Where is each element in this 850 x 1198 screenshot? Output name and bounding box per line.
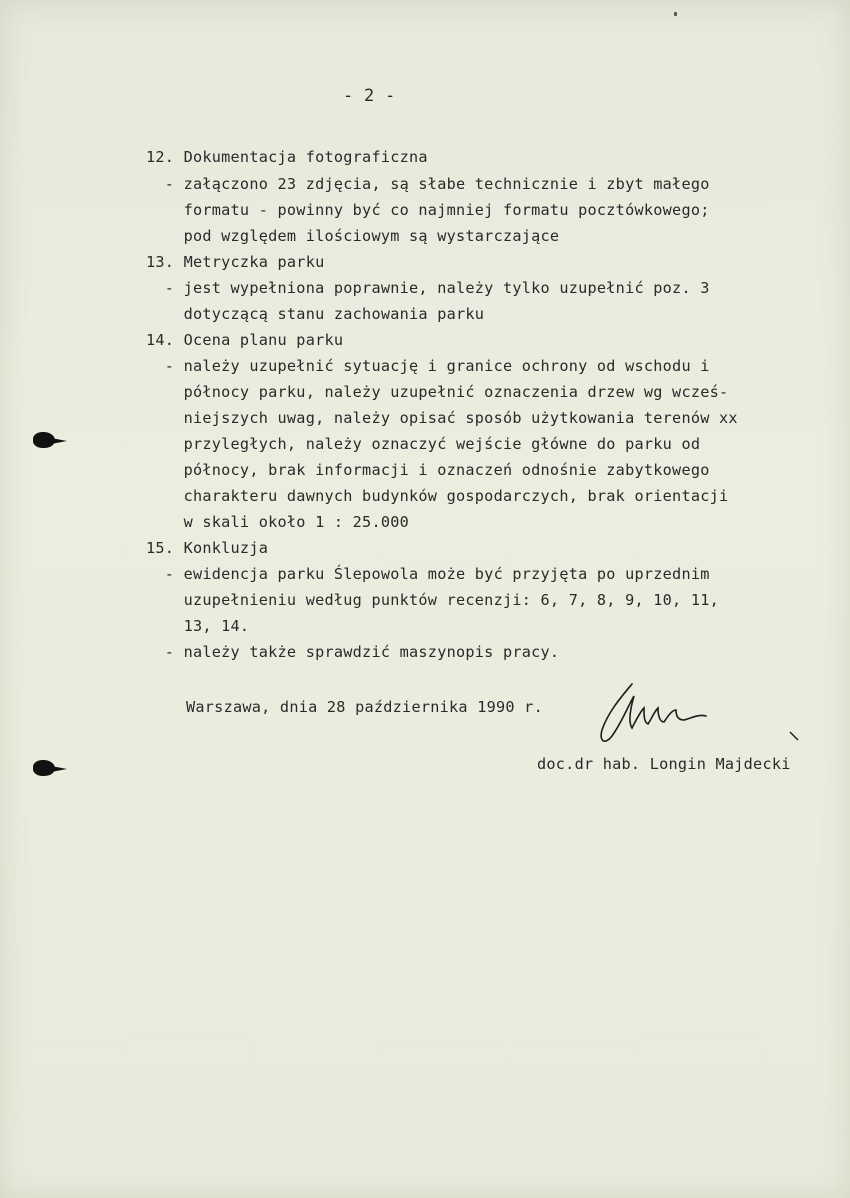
text-line: niejszych uwag, należy opisać sposób użytkowania terenów xx	[146, 409, 738, 427]
text-line: w skali około 1 : 25.000	[146, 513, 410, 531]
text-line: - załączono 23 zdjęcia, są słabe technicznie i zbyt małego	[146, 175, 710, 193]
paper-speck	[674, 12, 677, 16]
text-line: charakteru dawnych budynków gospodarczych, brak orientacji	[146, 487, 729, 505]
page-number: - 2 -	[343, 86, 396, 106]
punch-hole-mark	[33, 432, 55, 448]
section-15-heading: 15. Konkluzja	[146, 539, 269, 557]
text-line: 13, 14.	[146, 617, 250, 635]
handwritten-signature	[594, 676, 824, 756]
text-line: dotyczącą stanu zachowania parku	[146, 305, 485, 323]
text-line: - ewidencja parku Ślepowola może być przyjęta po uprzednim	[146, 565, 710, 583]
text-line: - należy także sprawdzić maszynopis pracy.	[146, 643, 560, 661]
section-14-heading: 14. Ocena planu parku	[146, 331, 344, 349]
signatory-name: doc.dr hab. Longin Majdecki	[537, 755, 791, 773]
text-line: przyległych, należy oznaczyć wejście główne do parku od	[146, 435, 701, 453]
text-line: pod względem ilościowym są wystarczające	[146, 227, 560, 245]
text-line: - jest wypełniona poprawnie, należy tylko uzupełnić poz. 3	[146, 279, 710, 297]
section-12-heading: 12. Dokumentacja fotograficzna	[146, 148, 428, 166]
date-line: Warszawa, dnia 28 października 1990 r.	[186, 698, 543, 716]
section-13-heading: 13. Metryczka parku	[146, 253, 325, 271]
punch-hole-mark	[33, 760, 55, 776]
text-line: formatu - powinny być co najmniej formatu pocztówkowego;	[146, 201, 710, 219]
text-line: - należy uzupełnić sytuację i granice ochrony od wschodu i	[146, 357, 710, 375]
text-line: uzupełnieniu według punktów recenzji: 6, 7, 8, 9, 10, 11,	[146, 591, 720, 609]
text-line: północy parku, należy uzupełnić oznaczenia drzew wg wcześ-	[146, 383, 729, 401]
text-line: północy, brak informacji i oznaczeń odnośnie zabytkowego	[146, 461, 710, 479]
